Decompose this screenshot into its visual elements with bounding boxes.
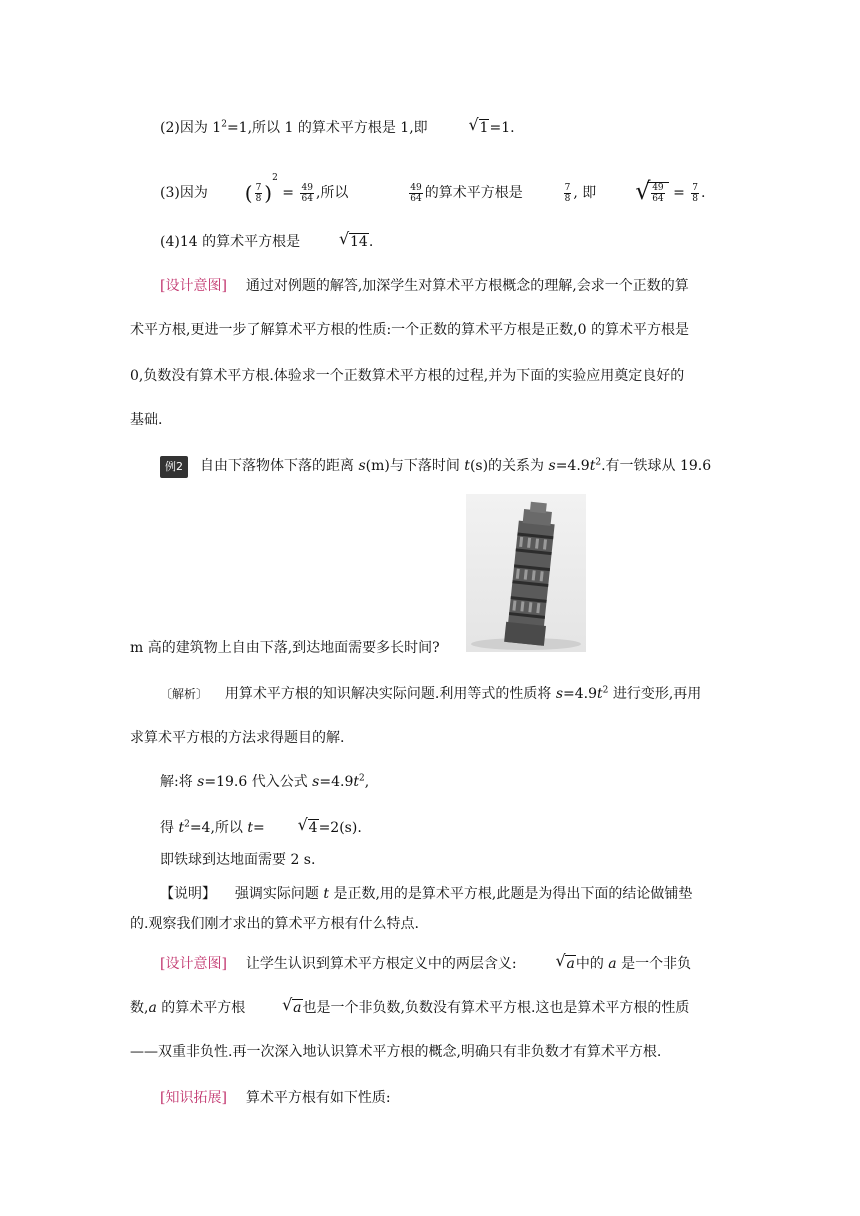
knowledge-extension-line: [知识拓展] 算术平方根有如下性质:: [160, 1090, 391, 1106]
design-intent-tag: [设计意图]: [160, 278, 227, 294]
example-badge: 例2: [160, 456, 188, 478]
sqrt-49-64: √ $\frac{49}{64}$: [635, 182, 668, 204]
design-intent-1-line-1: [设计意图] 通过对例题的解答,加深学生对算术平方根概念的理解,会求一个正数的算: [160, 278, 689, 294]
line-2: (2)因为 $1^2=1$,所以 1 的算术平方根是 1,即 √ 1=1.: [160, 118, 515, 138]
sqrt-a-1: √ a: [555, 954, 575, 974]
tower-illustration: [466, 494, 586, 652]
design-intent-1-line-4: 基础.: [130, 412, 163, 428]
solution-line-1: 解:将 s=19.6 代入公式 $s=4.9t^2$,: [160, 773, 370, 790]
line-3: (3)因为 ( $\frac{7}{8}$ )$^2$ = $\frac{49}{64}$ ,所以 $\frac{49}{64}$ 的算术平方根是 $\frac{7}{8}$ , 即 √ $\frac{49}{64}$ = $\frac{7}{8}$ .: [160, 178, 705, 208]
design-intent-2-line-2: 数,a 的算术平方根 √ a也是一个非负数,负数没有算术平方根.这也是算术平方根的性质: [130, 998, 689, 1018]
note-line-2: 的.观察我们刚才求出的算术平方根有什么特点.: [130, 916, 419, 932]
leaning-tower-image: [466, 494, 586, 652]
design-intent-1-line-2: 术平方根,更进一步了解算术平方根的性质:一个正数的算术平方根是正数,0 的算术平方根是: [130, 322, 689, 338]
note-line-1: 【说明】 强调实际问题 t 是正数,用的是算术平方根,此题是为得出下面的结论做铺垫: [160, 886, 693, 902]
knowledge-tag: [知识拓展]: [160, 1090, 227, 1106]
example-2-line-1: 例2 自由下落物体下落的距离 s(m)与下落时间 t(s)的关系为 $s=4.9t^2$.有一铁球从 19.6: [160, 456, 711, 478]
design-intent-2-line-1: [设计意图] 让学生认识到算术平方根定义中的两层含义: √ a中的 a 是一个非负: [160, 954, 691, 974]
note-tag: 【说明】: [160, 886, 216, 902]
design-intent-tag-2: [设计意图]: [160, 956, 227, 972]
solution-line-3: 即铁球到达地面需要 2 s.: [160, 852, 316, 868]
analysis-tag: 〔解析〕: [160, 687, 209, 701]
sqrt-a-2: √ a: [282, 998, 302, 1018]
sqrt-4: √ 4: [298, 818, 319, 838]
analysis-line-1: 〔解析〕 用算术平方根的知识解决实际问题.利用等式的性质将 $s=4.9t^2$ 进行变形,再用: [160, 685, 702, 702]
sqrt-1: √ 1: [469, 118, 490, 138]
solution-line-2: 得 $t^2=4$,所以 t= √ 4=2(s).: [160, 818, 362, 838]
sqrt-14: √ 14: [339, 232, 369, 252]
example-2-line-2: m 高的建筑物上自由下落,到达地面需要多长时间?: [130, 640, 440, 656]
line-4: (4)14 的算术平方根是 √ 14.: [160, 232, 373, 252]
analysis-line-2: 求算术平方根的方法求得题目的解.: [130, 730, 345, 746]
design-intent-2-line-3: ——双重非负性.再一次深入地认识算术平方根的概念,明确只有非负数才有算术平方根.: [130, 1044, 662, 1060]
design-intent-1-line-3: 0,负数没有算术平方根.体验求一个正数算术平方根的过程,并为下面的实验应用奠定良好的: [130, 368, 685, 384]
